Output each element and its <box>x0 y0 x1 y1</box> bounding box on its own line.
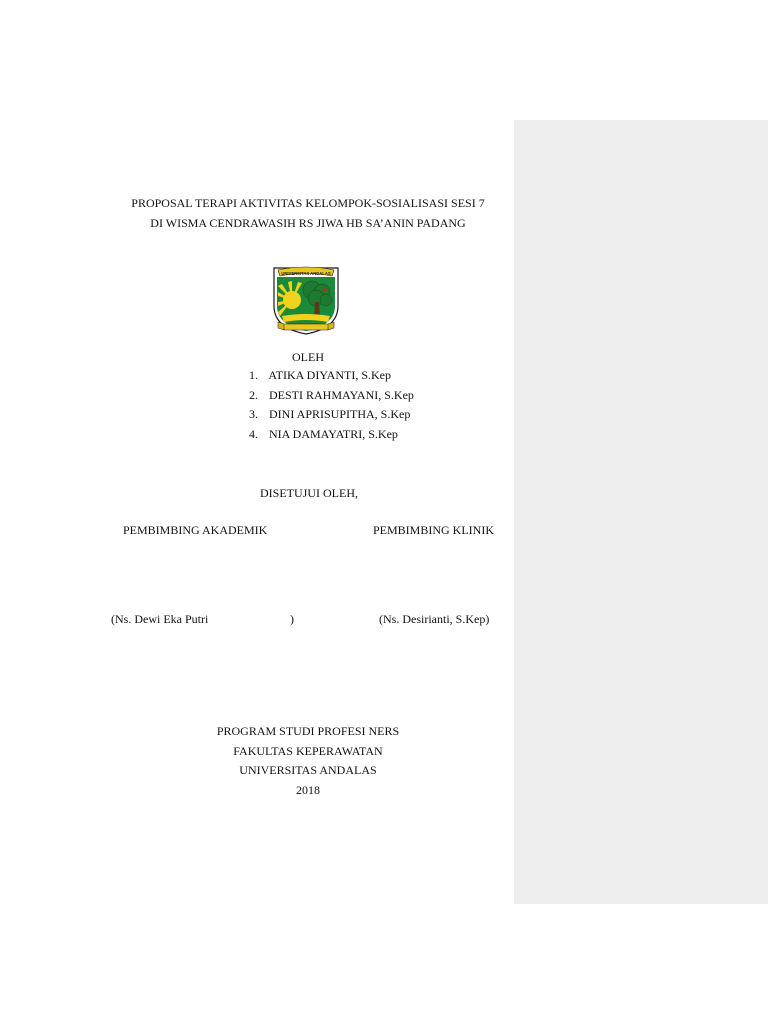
supervisor-academic-close: ) <box>290 612 294 626</box>
author-number: 4. <box>249 426 258 441</box>
footer-block <box>158 722 458 800</box>
approval-heading: DISETUJUI OLEH, <box>260 486 358 500</box>
author-number: 2. <box>249 387 258 402</box>
list-item <box>249 388 414 408</box>
supervisor-academic-label: PEMBIMBING AKADEMIK <box>123 523 268 537</box>
list-item <box>249 427 414 447</box>
logo-banner-text: UNIVERSITAS ANDALAS <box>281 270 331 276</box>
by-label: OLEH <box>292 350 324 364</box>
supervisor-clinical-label: PEMBIMBING KLINIK <box>373 523 494 537</box>
supervisor-clinical-name: (Ns. Desirianti, S.Kep) <box>379 612 490 626</box>
list-item <box>249 407 414 427</box>
list-item <box>249 368 414 388</box>
author-number: 3. <box>249 407 258 421</box>
author-list <box>249 368 414 446</box>
footer-university: UNIVERSITAS ANDALAS <box>239 763 377 777</box>
author-name: ATIKA DIYANTI, S.Kep <box>268 368 391 382</box>
author-name: DINI APRISUPITHA, S.Kep <box>269 407 411 421</box>
author-name: NIA DAMAYATRI, S.Kep <box>269 426 398 441</box>
footer-year: 2018 <box>296 782 320 797</box>
logo-graphic <box>268 262 344 338</box>
author-number: 1. <box>249 368 258 382</box>
footer-program: PROGRAM STUDI PROFESI NERS <box>216 724 400 738</box>
document-title-line-2: DI WISMA CENDRAWASIH RS JIWA HB SA’ANIN PADANG <box>150 216 466 230</box>
footer-faculty: FAKULTAS KEPERAWATAN <box>233 743 383 758</box>
document-title-line-1: PROPOSAL TERAPI AKTIVITAS KELOMPOK-SOSIALISASI SESI 7 <box>131 196 485 210</box>
supervisor-academic-name: (Ns. Dewi Eka Putri <box>111 612 209 626</box>
comment-pane <box>514 120 768 904</box>
author-name: DESTI RAHMAYANI, S.Kep <box>269 387 414 402</box>
universitas-andalas-logo-icon <box>268 262 344 338</box>
